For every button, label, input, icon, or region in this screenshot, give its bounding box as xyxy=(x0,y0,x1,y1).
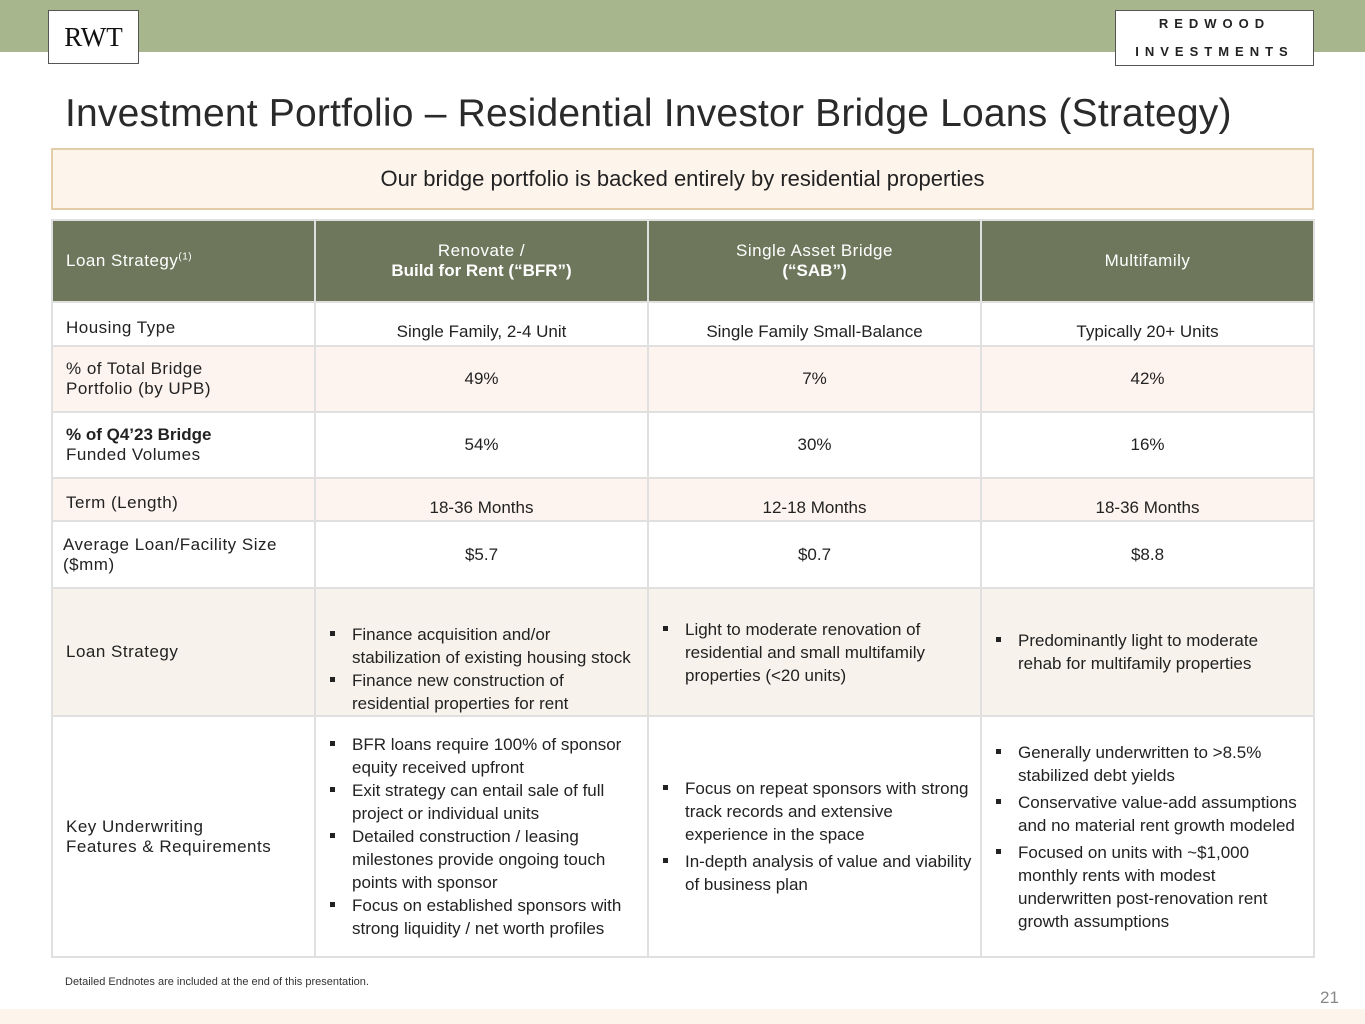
row-label xyxy=(52,521,315,588)
list-item: Focus on repeat sponsors with strong track records and extensive experience in the space xyxy=(661,777,974,846)
header-bfr-line1: Renovate / xyxy=(437,241,526,260)
bullet-list xyxy=(661,618,970,687)
row-key-underwriting xyxy=(52,716,1314,957)
row-pct-q4-funded xyxy=(52,412,1314,478)
table-cell: 16% xyxy=(981,412,1314,478)
table-cell: $8.8 xyxy=(981,521,1314,588)
header-footnote-marker: (1) xyxy=(178,251,193,263)
header-multifamily-label: Multifamily xyxy=(1104,251,1191,270)
table-cell: $5.7 xyxy=(315,521,648,588)
list-item: Conservative value-add assumptions and no material rent growth modeled xyxy=(994,791,1299,837)
table-cell: Single Family, 2-4 Unit xyxy=(315,302,648,346)
list-item: Finance acquisition and/or stabilization of existing housing stock xyxy=(328,623,637,669)
table-cell: 7% xyxy=(648,346,981,412)
row-label-line2: Portfolio (by UPB) xyxy=(66,379,212,398)
row-pct-total-portfolio xyxy=(52,346,1314,412)
loan-strategy-table xyxy=(51,219,1315,958)
row-label-line2: ($mm) xyxy=(63,554,115,574)
bottom-accent-bar xyxy=(0,1009,1365,1024)
row-label-line1: % of Q4’23 Bridge xyxy=(66,425,212,444)
list-item: Light to moderate renovation of residential and small multifamily properties (<20 units) xyxy=(661,618,970,687)
row-label-line1: Average Loan/Facility Size xyxy=(63,534,277,554)
page-title: Investment Portfolio – Residential Investor Bridge Loans (Strategy) xyxy=(65,92,1232,135)
row-label xyxy=(52,716,315,957)
table-cell: 12-18 Months xyxy=(648,478,981,521)
list-item: Generally underwritten to >8.5% stabilized debt yields xyxy=(994,741,1299,787)
header-sab-line2: (“SAB”) xyxy=(782,261,847,280)
redwood-investments-logo xyxy=(1115,10,1314,66)
list-item: Finance new construction of residential properties for rent xyxy=(328,669,637,715)
table-cell xyxy=(981,588,1314,716)
row-label: Housing Type xyxy=(52,302,315,346)
footnote: Detailed Endnotes are included at the end of this presentation. xyxy=(65,976,369,988)
bullet-list xyxy=(994,741,1299,933)
list-item: Predominantly light to moderate rehab for multifamily properties xyxy=(994,629,1303,675)
row-label-line1: % of Total Bridge xyxy=(66,359,203,378)
row-label-line2: Funded Volumes xyxy=(66,445,201,464)
table-cell: 30% xyxy=(648,412,981,478)
bullet-list xyxy=(661,777,974,896)
rwt-logo: RWT xyxy=(48,10,139,64)
table-cell: $0.7 xyxy=(648,521,981,588)
header-bfr-line2: Build for Rent (“BFR”) xyxy=(391,261,572,280)
row-loan-strategy xyxy=(52,588,1314,716)
table-cell: 54% xyxy=(315,412,648,478)
row-housing-type xyxy=(52,302,1314,346)
row-label: Term (Length) xyxy=(52,478,315,521)
header-bfr xyxy=(315,220,648,302)
table-cell: 42% xyxy=(981,346,1314,412)
table-cell: Typically 20+ Units xyxy=(981,302,1314,346)
list-item: In-depth analysis of value and viability of business plan xyxy=(661,850,974,896)
header-sab-line1: Single Asset Bridge xyxy=(736,241,893,260)
table-header-row xyxy=(52,220,1314,302)
header-loan-strategy xyxy=(52,220,315,302)
row-label-line2: Features & Requirements xyxy=(66,836,272,856)
list-item: BFR loans require 100% of sponsor equity received upfront xyxy=(328,733,637,779)
list-item: Detailed construction / leasing milestones provide ongoing touch points with sponsor xyxy=(328,825,637,894)
table-cell xyxy=(648,716,981,957)
list-item: Focus on established sponsors with strong liquidity / net worth profiles xyxy=(328,894,637,940)
row-label-line1: Key Underwriting xyxy=(66,816,204,836)
list-item: Focused on units with ~$1,000 monthly rents with modest underwritten post-renovation rent growth assumptions xyxy=(994,841,1299,933)
table-cell: Single Family Small-Balance xyxy=(648,302,981,346)
row-term xyxy=(52,478,1314,521)
header-loan-strategy-label: Loan Strategy xyxy=(66,251,179,270)
bullet-list xyxy=(328,623,637,715)
bullet-list xyxy=(994,629,1303,675)
row-label xyxy=(52,412,315,478)
table-cell: 49% xyxy=(315,346,648,412)
summary-banner: Our bridge portfolio is backed entirely by residential properties xyxy=(51,148,1314,210)
row-label xyxy=(52,346,315,412)
list-item: Exit strategy can entail sale of full project or individual units xyxy=(328,779,637,825)
logo-line-1: REDWOOD xyxy=(1158,16,1271,31)
header-multifamily xyxy=(981,220,1314,302)
logo-line-2: INVESTMENTS xyxy=(1135,44,1294,59)
page-number: 21 xyxy=(1320,988,1339,1007)
row-average-size xyxy=(52,521,1314,588)
row-label: Loan Strategy xyxy=(52,588,315,716)
table-cell: 18-36 Months xyxy=(315,478,648,521)
table-cell xyxy=(648,588,981,716)
table-cell xyxy=(315,716,648,957)
bullet-list xyxy=(328,733,637,940)
table-cell xyxy=(315,588,648,716)
table-cell xyxy=(981,716,1314,957)
header-sab xyxy=(648,220,981,302)
table-cell: 18-36 Months xyxy=(981,478,1314,521)
